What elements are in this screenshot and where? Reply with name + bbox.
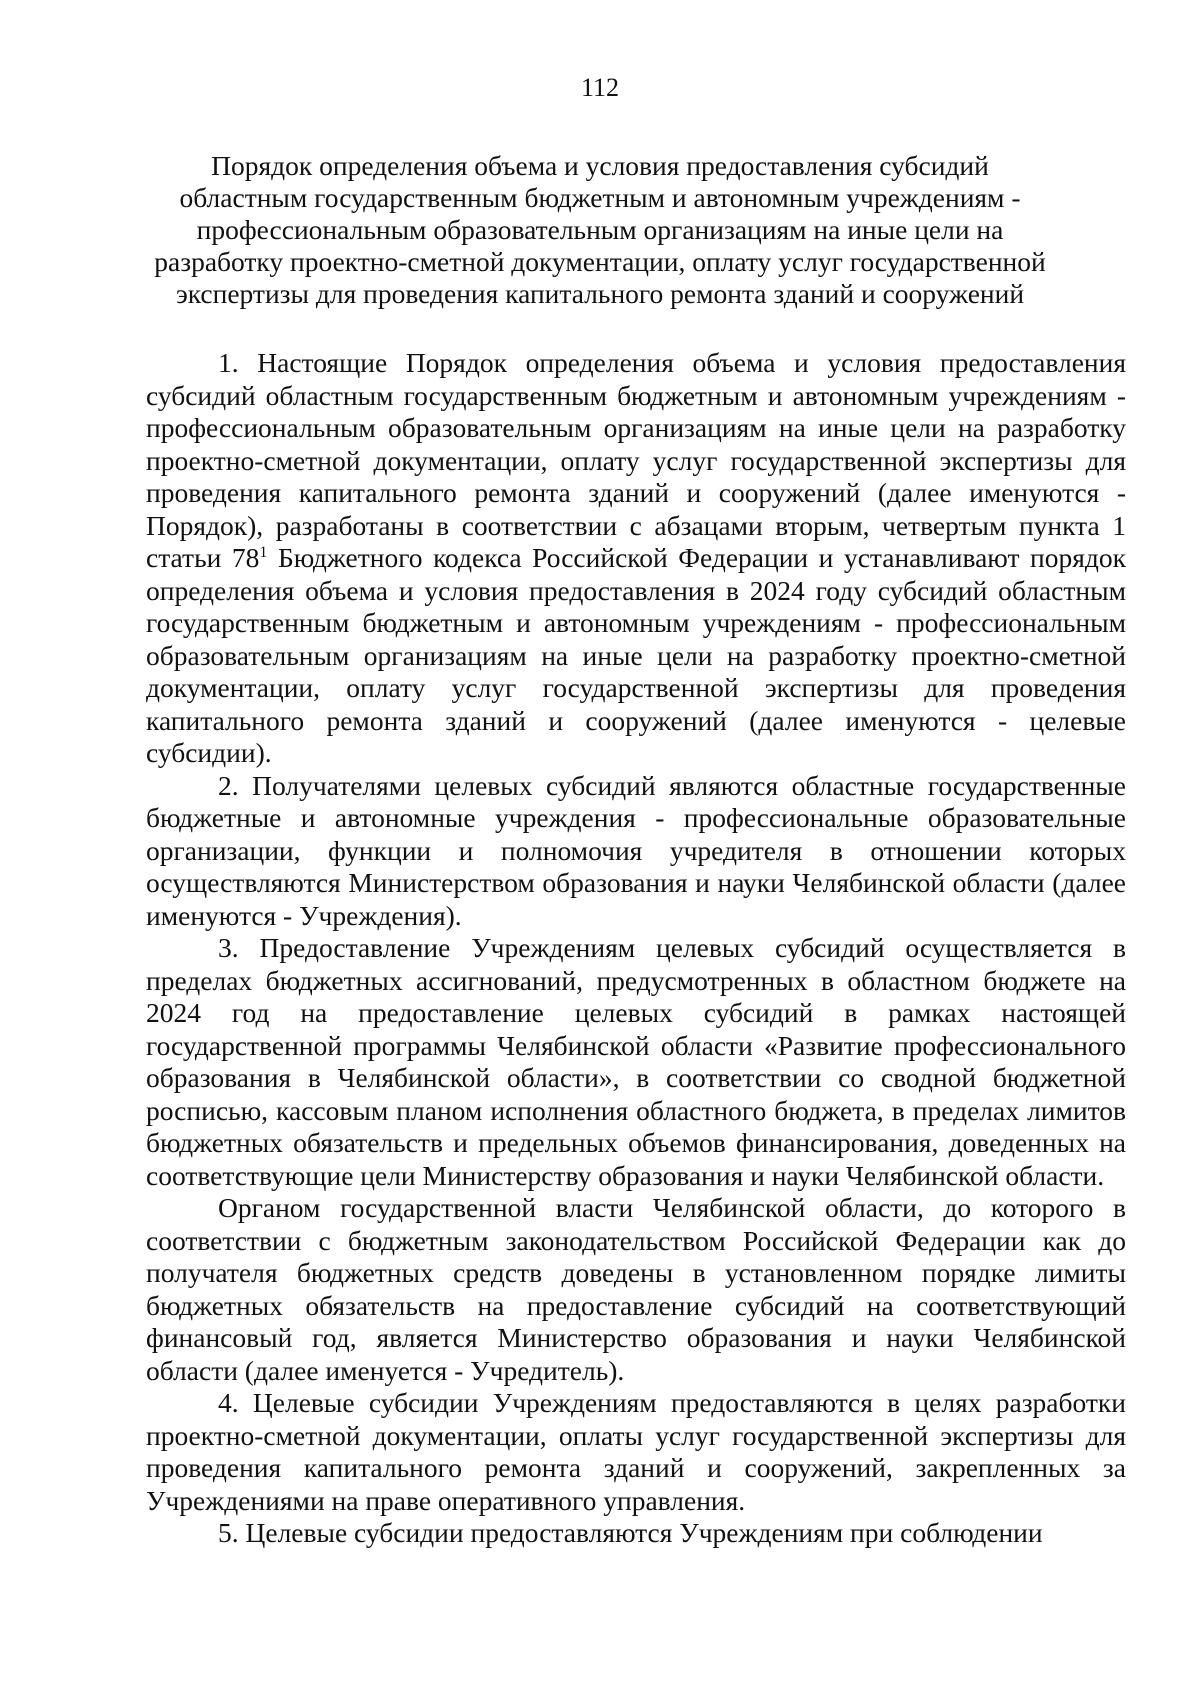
article-superscript: 1 xyxy=(259,544,268,561)
paragraph-1-text-before: 1. Настоящие Порядок определения объема и условия предоставления субсидий областным государственным бюджетным и автономным учреждениям - профессиональным образовательным организациям на иные цели на разработку проектно-сметной документации, оплату услуг государственной экспертизы для проведения капитального ремонта зданий и сооружений (далее именуются - Порядок), разработаны в соответствии с абзацами вторым, четвертым пункта 1 статьи 78 xyxy=(146,347,1126,573)
page-number: 112 xyxy=(580,73,620,102)
paragraph-3-continuation: Органом государственной власти Челябинской области, до которого в соответствии с бюджетным законодательством Российской Федерации как до получателя бюджетных средств доведены в установленном порядке лимиты бюджетных обязательств на предоставление субсидий на соответствующий финансовый год, является Министерство образования и науки Челябинской области (далее именуется - Учредитель). xyxy=(146,1192,1126,1386)
paragraph-4: 4. Целевые субсидии Учреждениям предоставляются в целях разработки проектно-сметной документации, оплаты услуг государственной экспертизы для проведения капитального ремонта зданий и сооружений, закрепленных за Учреждениями на праве оперативного управления. xyxy=(146,1387,1126,1516)
paragraph-2: 2. Получателями целевых субсидий являются областные государственные бюджетные и автономные учреждения - профессиональные образовательные организации, функции и полномочия учредителя в отношении которых осуществляются Министерством образования и науки Челябинской области (далее именуются - Учреждения). xyxy=(146,769,1126,931)
paragraph-1 xyxy=(146,347,1126,770)
paragraph-5: 5. Целевые субсидии предоставляются Учреждениям при соблюдении xyxy=(218,1517,1043,1548)
document-title: Порядок определения объема и условия предоставления субсидий областным государственным бюджетным и автономным учреждениям - профессиональным образовательным организациям на иные цели на разработку проектно-сметной документации, оплату услуг государственной экспертизы для проведения капитального ремонта зданий и сооружений xyxy=(154,150,1046,309)
paragraph-3: 3. Предоставление Учреждениям целевых субсидий осуществляется в пределах бюджетных ассигнований, предусмотренных в областном бюджете на 2024 год на предоставление целевых субсидий в рамках настоящей государственной программы Челябинской области «Развитие профессионального образования в Челябинской области», в соответствии со сводной бюджетной росписью, кассовым планом исполнения областного бюджета, в пределах лимитов бюджетных обязательств и предельных объемов финансирования, доведенных на соответствующие цели Министерству образования и науки Челябинской области. xyxy=(146,932,1126,1191)
paragraph-1-text-after: Бюджетного кодекса Российской Федерации и устанавливают порядок определения объема и условия предоставления в 2024 году субсидий областным государственным бюджетным и автономным учреждениям - профессиональным образовательным организациям на иные цели на разработку проектно-сметной документации, оплату услуг государственной экспертизы для проведения капитального ремонта зданий и сооружений (далее именуются - целевые субсидии). xyxy=(146,542,1126,768)
document-body xyxy=(146,347,1126,1550)
